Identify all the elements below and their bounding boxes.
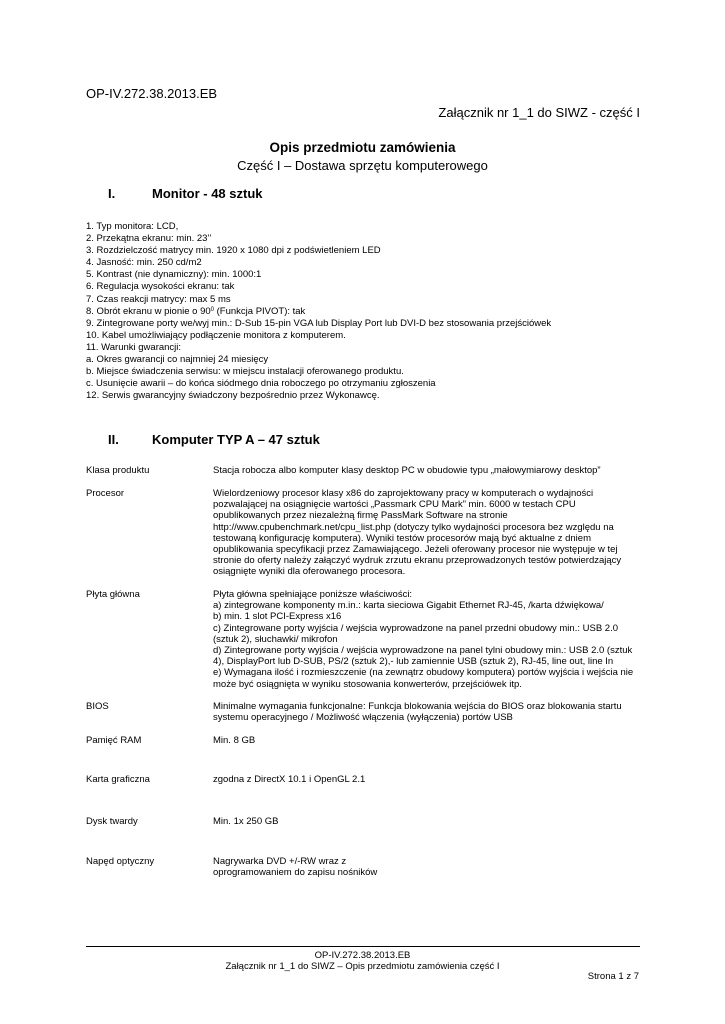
spec-line: zgodna z DirectX 10.1 i OpenGL 2.1 bbox=[213, 774, 366, 785]
section-heading-computer bbox=[108, 432, 320, 447]
document-title: Opis przedmiotu zamówienia bbox=[269, 140, 456, 155]
spec-line: Płyta główna spełniające poniższe właściwości: bbox=[213, 589, 413, 600]
spec-line: a) zintegrowane komponenty m.in.: karta sieciowa Gigabit Ethernet RJ-45, /karta dźwiękowa/ bbox=[213, 600, 604, 612]
attachment-label: Załącznik nr 1_1 do SIWZ - część I bbox=[438, 105, 640, 120]
spec-label: Klasa produktu bbox=[86, 465, 150, 476]
section-number: II. bbox=[108, 432, 119, 447]
list-item: 6. Regulacja wysokości ekranu: tak bbox=[86, 281, 235, 293]
spec-line: opublikowania specyfikacji przez Zamawiającego. Jeżeli oferowany procesor nie występuje w tej bbox=[213, 544, 618, 556]
section-title: Monitor - 48 sztuk bbox=[152, 186, 263, 201]
spec-label: Dysk twardy bbox=[86, 816, 138, 827]
document-subtitle: Część I – Dostawa sprzętu komputerowego bbox=[237, 158, 488, 173]
reference-number: OP-IV.272.38.2013.EB bbox=[86, 86, 218, 101]
spec-line: Stacja robocza albo komputer klasy desktop PC w obudowie typu „małowymiarowy desktop” bbox=[213, 465, 601, 476]
spec-line: d) Zintegrowane porty wyjścia / wejścia wyprowadzone na panel tylni obudowy min.: USB 2.0 (sztuk bbox=[213, 645, 633, 657]
list-item: b. Miejsce świadczenia serwisu: w miejscu instalacji oferowanego produktu. bbox=[86, 366, 404, 378]
spec-line: b) min. 1 slot PCI-Express x16 bbox=[213, 611, 342, 623]
section-number: I. bbox=[108, 186, 116, 201]
spec-line: 4), DisplayPort lub D-SUB, PS/2 (sztuk 2),- lub zamiennie USB (sztuk 2), RJ-45, line out, line In bbox=[213, 656, 614, 668]
spec-value bbox=[213, 856, 645, 878]
list-item: 1. Typ monitora: LCD, bbox=[86, 221, 179, 232]
spec-line: systemu operacyjnego / Możliwość włączenia (wyłączenia) portów USB bbox=[213, 712, 513, 724]
list-item bbox=[86, 306, 646, 318]
spec-line: Min. 8 GB bbox=[213, 735, 256, 746]
list-item: 11. Warunki gwarancji: bbox=[86, 341, 182, 353]
footer-divider bbox=[86, 946, 640, 947]
spec-line: opublikowanych przez niezależną firmę PassMark Software na stronie bbox=[213, 510, 508, 522]
spec-line: stronie do oferty należy załączyć wydruk zrzutu ekranu przeprowadzonych testów potwierdzający bbox=[213, 555, 622, 567]
spec-value bbox=[213, 488, 645, 578]
spec-label: Karta graficzna bbox=[86, 774, 150, 785]
spec-line: (sztuk 2), słuchawki/ mikrofon bbox=[213, 633, 338, 645]
spec-value bbox=[213, 701, 645, 723]
spec-value bbox=[213, 589, 645, 690]
spec-line: osiągnięte wyniki dla oferowanego procesora. bbox=[213, 566, 406, 578]
spec-value bbox=[213, 735, 645, 746]
list-item: a. Okres gwarancji co najmniej 24 miesięcy bbox=[86, 354, 269, 366]
spec-label: Procesor bbox=[86, 488, 125, 499]
spec-line: testowaną konfigurację komputera). Wyniki testów procesorów mają być aktualne z dniem bbox=[213, 532, 591, 544]
list-item: 10. Kabel umożliwiający podłączenie monitora z komputerem. bbox=[86, 329, 346, 341]
section-heading-monitor bbox=[108, 186, 263, 201]
spec-label: Pamięć RAM bbox=[86, 735, 142, 746]
spec-line: e) Wymagana ilość i rozmieszczenie (na zewnątrz obudowy komputera) portów wyjścia i wejścia nie bbox=[213, 667, 634, 679]
list-item: 2. Przekątna ekranu: min. 23’’ bbox=[86, 233, 212, 245]
list-item-text: (Funkcja PIVOT): tak bbox=[213, 305, 306, 317]
spec-line: może być osiągnięta w wyniku stosowania konwerterów, przejściówek itp. bbox=[213, 678, 522, 690]
list-item: 4. Jasność: min. 250 cd/m2 bbox=[86, 257, 202, 269]
spec-value bbox=[213, 774, 645, 785]
footer-reference: OP-IV.272.38.2013.EB bbox=[314, 950, 411, 961]
spec-line: Minimalne wymagania funkcjonalne: Funkcja blokowania wejścia do BIOS oraz blokowania startu bbox=[213, 701, 622, 712]
spec-line: c) Zintegrowane porty wyjścia / wejścia wyprowadzone na panel przedni obudowy min.: USB 2.0 bbox=[213, 622, 619, 634]
spec-label: Płyta główna bbox=[86, 589, 140, 600]
spec-line: Min. 1x 250 GB bbox=[213, 816, 279, 827]
spec-line: Nagrywarka DVD +/-RW wraz z bbox=[213, 856, 347, 867]
spec-label: BIOS bbox=[86, 701, 109, 712]
list-item: 3. Rozdzielczość matrycy min. 1920 x 1080 dpi z podświetleniem LED bbox=[86, 245, 381, 257]
spec-value bbox=[213, 816, 645, 827]
list-item: 7. Czas reakcji matrycy: max 5 ms bbox=[86, 293, 231, 305]
section-title: Komputer TYP A – 47 sztuk bbox=[152, 432, 320, 447]
list-item: 9. Zintegrowane porty we/wyj min.: D-Sub 15-pin VGA lub Display Port lub DVI-D bez stosowania przejściówek bbox=[86, 317, 552, 329]
spec-line: oprogramowaniem do zapisu nośników bbox=[213, 867, 378, 879]
page-number: Strona 1 z 7 bbox=[587, 971, 639, 982]
list-item: 12. Serwis gwarancyjny świadczony bezpośrednio przez Wykonawcę. bbox=[86, 390, 380, 402]
spec-value bbox=[213, 465, 645, 476]
spec-line: Wielordzeniowy procesor klasy x86 do zaprojektowany pracy w komputerach o wydajności bbox=[213, 488, 594, 499]
spec-line: pozwalającej na osiągnięcie wartości „Passmark CPU Mark” min. 6000 w testach CPU bbox=[213, 499, 576, 511]
list-item: 5. Kontrast (nie dynamiczny): min. 1000:1 bbox=[86, 269, 262, 281]
degree-superscript: 0 bbox=[210, 306, 214, 313]
spec-line: http://www.cpubenchmark.net/cpu_list.php (dotyczy tylko wydajności procesora bez względu na bbox=[213, 521, 614, 533]
monitor-spec-list bbox=[86, 221, 646, 402]
list-item: c. Usunięcie awarii – do końca siódmego dnia roboczego po otrzymaniu zgłoszenia bbox=[86, 378, 436, 390]
list-item-text: 8. Obrót ekranu w pionie o 90 bbox=[86, 305, 211, 317]
spec-label: Napęd optyczny bbox=[86, 856, 155, 867]
footer-description: Załącznik nr 1_1 do SIWZ – Opis przedmiotu zamówienia część I bbox=[225, 961, 500, 972]
